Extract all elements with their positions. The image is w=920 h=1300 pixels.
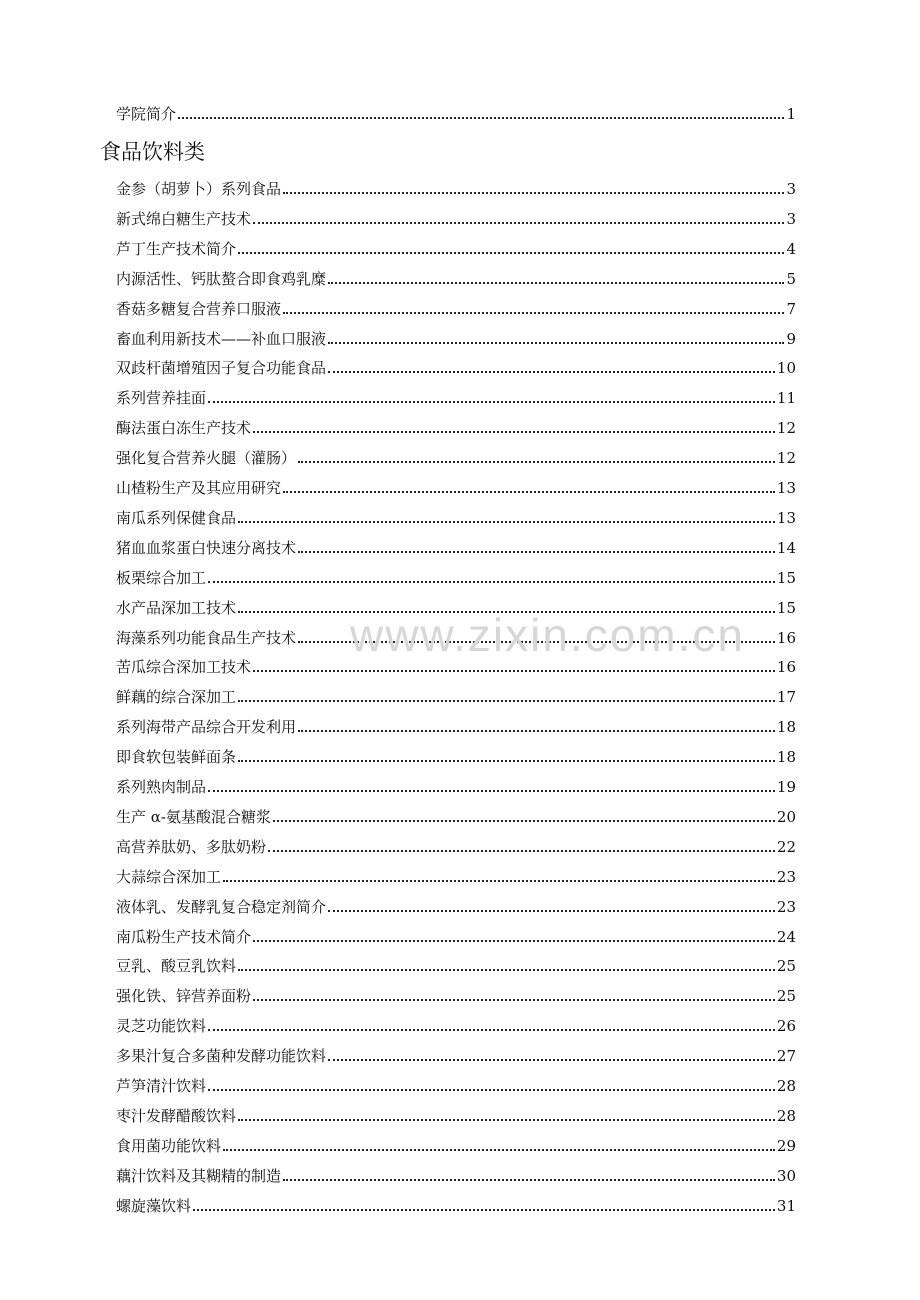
toc-entry-page: 13 [776, 479, 796, 497]
toc-entry[interactable] [116, 328, 796, 350]
toc-entry-page: 25 [776, 987, 796, 1006]
toc-entry-title: 强化复合营养火腿（灌肠） [116, 449, 297, 468]
toc-entry-title: 学院简介 [116, 105, 177, 123]
toc-entry-page: 13 [776, 508, 796, 527]
toc-entry-title: 螺旋藻饮料 [116, 1196, 192, 1215]
toc-entry-title: 系列海带产品综合开发利用 [116, 718, 297, 737]
toc-entry[interactable] [116, 955, 796, 977]
toc-entry-title: 生产 α-氨基酸混合糖浆 [116, 807, 271, 826]
toc-entry-page: 14 [776, 538, 796, 557]
dot-leader [253, 999, 775, 1001]
toc-entry-title: 苦瓜综合深加工技术 [116, 658, 252, 677]
toc-entry-title: 南瓜系列保健食品 [116, 508, 237, 527]
toc-entry-page: 19 [776, 778, 796, 796]
toc-entry[interactable] [116, 1075, 796, 1097]
toc-entry-title: 枣汁发酵醋酸饮料 [116, 1106, 237, 1125]
toc-entry-page: 27 [776, 1047, 796, 1066]
toc-entry-title: 猪血血浆蛋白快速分离技术 [116, 538, 297, 557]
dot-leader [253, 431, 775, 433]
toc-entry[interactable] [116, 178, 796, 200]
toc-entry-page: 22 [776, 837, 796, 856]
toc-entry-title: 金参（胡萝卜）系列食品 [116, 180, 282, 198]
toc-entry-page: 16 [776, 658, 796, 677]
toc-entry-page: 10 [776, 359, 796, 378]
toc-entry-page: 17 [776, 688, 796, 707]
toc-entry[interactable] [116, 836, 796, 858]
toc-entry[interactable] [116, 746, 796, 768]
dot-leader [238, 1119, 775, 1121]
dot-leader [208, 401, 775, 403]
toc-entry-page: 18 [776, 748, 796, 767]
dot-leader [253, 222, 784, 224]
toc-entry-title: 食用菌功能饮料 [116, 1136, 222, 1155]
toc-entry-page: 3 [786, 180, 796, 198]
toc-entry-title: 内源活性、钙肽螯合即食鸡乳糜 [116, 269, 327, 288]
toc-entry[interactable] [116, 417, 796, 439]
toc-entry-page: 23 [776, 897, 796, 916]
toc-entry-title: 强化铁、锌营养面粉 [116, 987, 252, 1006]
toc-entry[interactable] [116, 268, 796, 290]
toc-entry-title: 即食软包装鲜面条 [116, 748, 237, 767]
toc-entry-title: 畜血利用新技术——补血口服液 [116, 329, 327, 348]
toc-entry-title: 南瓜粉生产技术简介 [116, 927, 252, 946]
toc-entry[interactable] [116, 1045, 796, 1067]
toc-entry[interactable] [116, 567, 796, 589]
dot-leader [253, 940, 775, 942]
toc-entry[interactable] [116, 926, 796, 948]
toc-entry-page: 12 [776, 419, 796, 438]
toc-entry[interactable] [116, 238, 796, 260]
toc-entry-title: 香菇多糖复合营养口服液 [116, 299, 282, 318]
dot-leader [283, 491, 775, 493]
dot-leader [208, 1089, 775, 1091]
toc-entry-page: 11 [776, 389, 796, 408]
toc-entry-title: 酶法蛋白冻生产技术 [116, 419, 252, 438]
dot-leader [223, 1149, 775, 1151]
toc-entry-page: 20 [776, 807, 796, 826]
toc-entry[interactable] [116, 1135, 796, 1157]
dot-leader [283, 1179, 775, 1181]
dot-leader [238, 969, 775, 971]
toc-entry[interactable] [116, 1105, 796, 1127]
dot-leader [328, 282, 784, 284]
toc-entry-title: 山楂粉生产及其应用研究 [116, 479, 282, 497]
toc-entry[interactable] [116, 447, 796, 469]
toc-entry-page: 12 [776, 449, 796, 468]
dot-leader [268, 850, 775, 852]
toc-entry-page: 3 [786, 209, 796, 228]
toc-entry[interactable] [116, 686, 796, 708]
toc-entry-page: 24 [776, 927, 796, 946]
dot-leader [253, 670, 775, 672]
toc-entry-title: 板栗综合加工 [116, 568, 207, 587]
toc-entry[interactable] [116, 537, 796, 559]
toc-entry-page: 15 [776, 568, 796, 587]
toc-entry-title: 液体乳、发酵乳复合稳定剂简介 [116, 897, 327, 916]
dot-leader [223, 880, 775, 882]
toc-entry-page: 30 [776, 1166, 796, 1185]
toc-entry[interactable] [116, 985, 796, 1007]
toc-entry-page: 1 [786, 105, 796, 123]
toc-entry-title: 鲜藕的综合深加工 [116, 688, 237, 707]
toc-entry[interactable] [116, 1195, 796, 1217]
toc-entry[interactable] [116, 1015, 796, 1037]
toc-entry[interactable] [116, 357, 796, 379]
dot-leader [178, 117, 784, 119]
toc-entry[interactable] [116, 806, 796, 828]
toc-entry-title: 灵芝功能饮料 [116, 1017, 207, 1036]
toc-entry-page: 29 [776, 1136, 796, 1155]
dot-leader [238, 760, 775, 762]
toc-entry-page: 15 [776, 598, 796, 617]
toc-entry-title: 双歧杆菌增殖因子复合功能食品 [116, 359, 327, 378]
toc-entry[interactable] [116, 477, 796, 499]
toc-entry-title: 系列营养挂面 [116, 389, 207, 408]
toc-entry-intro[interactable] [116, 103, 796, 125]
toc-entry-title: 藕汁饮料及其糊精的制造 [116, 1166, 282, 1185]
section-heading: 食品饮料类 [100, 140, 205, 164]
dot-leader [328, 342, 784, 344]
dot-leader [208, 1029, 775, 1031]
dot-leader [208, 581, 775, 583]
dot-leader [328, 1059, 775, 1061]
toc-entry[interactable] [116, 866, 796, 888]
dot-leader [208, 790, 775, 792]
dot-leader [298, 730, 775, 732]
toc-entry-page: 28 [776, 1077, 796, 1095]
toc-entry-title: 海藻系列功能食品生产技术 [116, 628, 297, 647]
toc-entry-page: 9 [786, 329, 796, 348]
toc-entry-title: 芦笋清汁饮料 [116, 1077, 207, 1095]
toc-entry-title: 水产品深加工技术 [116, 598, 237, 617]
toc-entry-title: 豆乳、酸豆乳饮料 [116, 957, 237, 976]
toc-entry-page: 31 [776, 1196, 796, 1215]
dot-leader [238, 252, 784, 254]
toc-entry-title: 系列熟肉制品 [116, 778, 207, 796]
toc-entry[interactable] [116, 208, 796, 230]
dot-leader [273, 820, 775, 822]
dot-leader [328, 910, 775, 912]
toc-entry-page: 16 [776, 628, 796, 647]
dot-leader [298, 461, 775, 463]
toc-entry[interactable] [116, 896, 796, 918]
dot-leader [193, 1209, 775, 1211]
toc-entry[interactable] [116, 776, 796, 798]
toc-entry[interactable] [116, 387, 796, 409]
toc-entry-page: 18 [776, 718, 796, 737]
watermark: www.zixin.com.cn [350, 609, 745, 661]
toc-entry-page: 23 [776, 867, 796, 886]
dot-leader [298, 551, 775, 553]
toc-entry-page: 26 [776, 1017, 796, 1036]
toc-entry-title: 大蒜综合深加工 [116, 867, 222, 886]
toc-entry-page: 7 [786, 299, 796, 318]
toc-entry[interactable] [116, 507, 796, 529]
toc-entry-title: 高营养肽奶、多肽奶粉 [116, 837, 267, 856]
toc-entry-title: 新式绵白糖生产技术 [116, 209, 252, 228]
toc-entry-title: 多果汁复合多菌种发酵功能饮料 [116, 1047, 327, 1066]
dot-leader [238, 521, 775, 523]
toc-entry[interactable] [116, 298, 796, 320]
toc-entry-page: 5 [786, 269, 796, 288]
toc-entry-page: 4 [786, 239, 796, 258]
toc-entry-title: 芦丁生产技术简介 [116, 239, 237, 258]
dot-leader [238, 700, 775, 702]
toc-entry[interactable] [116, 716, 796, 738]
toc-entry[interactable] [116, 1165, 796, 1187]
toc-entry-page: 28 [776, 1106, 796, 1125]
dot-leader [328, 371, 775, 373]
toc-entry-page: 25 [776, 957, 796, 976]
dot-leader [283, 192, 784, 194]
dot-leader [283, 312, 784, 314]
